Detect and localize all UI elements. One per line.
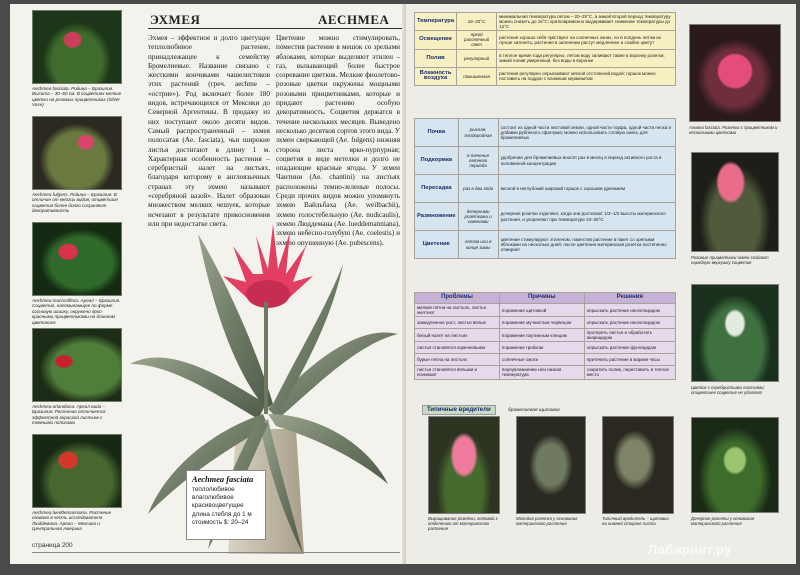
article-column-1: Эхмея – эффектное и долго цветущее теплолюбивое растение, принадлежащее к семейству Бромелиевые. Название связано с жесткими кончиками чашелистиков этих растений (греч. aechme – «острие»). Род включает более 180 видов, встречающихся от Мексики до Северной Аргентины. В продажу из них поступают около десяти видов. Самый распространенный – эхмея полосатая (Ae. fasciata), чьи широкие листья достигают в длину 1 м. Характерная особенность растения – серебристый налет на листьях, благодаря которому в англоязычных странах эту эхмею называют «серебряной вазой». Налет образован множеством мелких чешуек, которые исчезают в результате прикосновения или при недостатке света.	[148, 34, 270, 228]
left-page	[10, 4, 406, 564]
table-row	[415, 67, 676, 85]
column-header: Решения	[584, 293, 675, 304]
table-text: весной в неглубокий широкий горшок с хорошим дренажем	[498, 175, 675, 203]
cause-cell: поражение паутинным клещом	[499, 329, 584, 342]
solution-cell: опрыскать растение инсектицидом	[584, 304, 675, 317]
care-table-climate	[414, 12, 676, 86]
table-value: дочерними розетками и семенами	[458, 203, 498, 231]
species-info-box	[186, 470, 266, 540]
solution-cell: опрыскать растение инсектицидом	[584, 317, 675, 329]
column-header: Причины	[499, 293, 584, 304]
side-caption: Дочерние розетки у основания материнского растения	[691, 516, 754, 526]
bottom-caption: Типичный вредитель – щитовка на нижней стороне листа	[602, 516, 669, 526]
table-text: растения регулярно опрыскивают мягкой отстоянной водой; горшок можно поставить на поддон с влажным керамзитом	[497, 67, 676, 85]
footer-rule	[32, 552, 400, 553]
column-header: Проблемы	[415, 293, 500, 304]
table-value: яркий рассеянный свет	[457, 31, 497, 49]
table-row	[415, 31, 676, 49]
plant-photo	[32, 222, 122, 296]
table-value: раз в два года	[458, 175, 498, 203]
table-value: 16–25°С	[457, 13, 497, 31]
table-row	[415, 147, 676, 175]
photo-caption: Aechmea mucroniflora. Ареал – Бразилия. Соцветие, напоминающее по форме сосновую шишку, окружено ярко-красными прицветниками на длинном цветоносе	[32, 298, 121, 325]
table-row	[415, 203, 676, 231]
info-row: стоимость $: 20–24	[192, 518, 249, 526]
species-latin-name: Aechmea fasciata	[192, 475, 254, 484]
table-row	[415, 354, 676, 366]
info-row: красивоцветущее	[192, 502, 244, 510]
plant-photo	[32, 116, 122, 190]
watermark-logo: Лабиринт.ру	[648, 542, 732, 557]
solution-cell: опрыскать растение фунгицидом	[584, 342, 675, 354]
table-text: состоит из одной части листовой земли, одной части торфа, одной части песка и добавки рубленого сфагнума; можно использовать готовую смесь для бромелиевых	[498, 119, 675, 147]
table-row	[415, 175, 676, 203]
table-value: повышенная	[457, 67, 497, 85]
table-value: регулярный	[457, 49, 497, 67]
problem-cell: замедленное рост, листья вялые	[415, 317, 500, 329]
problem-cell: белый налет на листьях	[415, 329, 500, 342]
problem-cell: листья становятся коричневыми	[415, 342, 500, 354]
problems-table	[414, 292, 676, 380]
plant-photo	[32, 434, 122, 508]
table-row	[415, 342, 676, 354]
table-row	[415, 231, 676, 259]
table-row	[415, 366, 676, 379]
side-photo	[691, 417, 779, 513]
table-row	[415, 304, 676, 317]
page-number: страница 200	[32, 542, 73, 549]
table-label: Температура	[415, 13, 457, 31]
side-photo	[689, 24, 781, 122]
problem-cell: листья становятся вялыми и поникают	[415, 366, 500, 379]
page-title-latin: AECHMEA	[318, 12, 390, 27]
table-value: рыхлая, плодородная	[458, 119, 498, 147]
table-row	[415, 49, 676, 67]
info-row: теплолюбивое	[192, 486, 235, 493]
photo-caption: Aechmea fasciata. Родина – Бразилия. Высота – 30–60 см. В соцветиях мелкие цветки на розовых прицветниках (Silver Vase)	[32, 86, 122, 108]
photo-caption: Aechmea fulgens. Родина – Бразилия. В отличие от многих видов, отцветшие соцветия более долго сохраняют декоративность	[32, 192, 119, 214]
cause-cell: солнечные ожоги	[499, 354, 584, 366]
side-caption: Розовые прицветники эхмеи создают нарядную верхушку соцветия	[691, 255, 769, 265]
solution-cell: сократить полив, переставить в теплое место	[584, 366, 675, 379]
cause-cell: поражение щитовкой	[499, 304, 584, 317]
table-row	[415, 329, 676, 342]
table-text: в теплое время года регулярно, летом воду заливают также в воронку розетки; зимой полив умеренный, без воды в воронке	[497, 49, 676, 67]
table-label: Цветение	[415, 231, 459, 259]
title-divider	[148, 28, 402, 29]
problem-cell: бурые пятна на листьях	[415, 354, 500, 366]
care-table-maintenance	[414, 118, 676, 259]
cause-cell: поражение грибком	[499, 342, 584, 354]
plant-photo	[32, 10, 122, 84]
table-row	[415, 119, 676, 147]
table-text: дочерние розетки отделяют, когда они достигают 1/3–1/2 высоты материнского растения, и укореняют при температуре 24–26°С	[498, 203, 675, 231]
bottom-caption: Выращивание розетки, готовой к отделению от материнского растения	[428, 516, 498, 531]
pests-label: Типичные вредители	[422, 405, 496, 415]
plant-photo	[32, 328, 122, 402]
solution-cell: протереть листья и обработать акарицидом	[584, 329, 675, 342]
thumbnail-column	[32, 10, 124, 540]
info-row: длина стебля до 1 м	[192, 510, 252, 518]
bottom-photo	[516, 416, 586, 514]
table-label: Освещение	[415, 31, 457, 49]
pink-bract-inflorescence	[223, 224, 313, 308]
side-caption: Цветок с серебристыми листьями; отцветшее соцветие не удаляют	[691, 385, 765, 395]
problem-cell: мелкие пятна на листьях, листья желтеют	[415, 304, 500, 317]
bottom-caption: Молодая розетка у основания материнского растения	[516, 516, 578, 526]
pests-row	[422, 398, 560, 416]
table-text: растения хорошо себя чувствуют на солнечных окнах, но в полдень летом их лучше затенять; растения в затенении растут медленнее и слабее цветут	[497, 31, 676, 49]
table-label: Полив	[415, 49, 457, 67]
table-text: удобрение для бромелиевых вносят раз в месяц в период активного роста в половинной концентрации	[498, 147, 675, 175]
right-page	[406, 4, 796, 564]
side-photo	[691, 152, 779, 252]
table-text: минимальная температура летом – 20–25°С, а зимой второй период температуру можно снизить до 16°С; кратковременно выдерживает снижение температуры до 12°С	[497, 13, 676, 31]
table-header-row	[415, 293, 676, 304]
table-value: в течение летнего периода	[458, 147, 498, 175]
article-column-2: Цветение можно стимулировать, поместив растение в мешок со зрелыми яблоками, которые выделяют этилен – газ, вызывающий более быстрое созревание цветков. Мелкие фиолетово-розовые цветки окружены мощными розовыми прицветниками, которые и придают растению особую декоративность. Соцветия держатся в течение нескольких месяцев. Выведено несколько десятков сортов этого вида. У эхмеи сверкающей (Ae. fulgens) нижняя сторона листа ярко-пурпурная; соцветия в виде метелки и долго не опадающие красные ягоды. У эхмеи Чантини (Ae. chantini) на листьях расположены темно-зеленые полосы. Среди прочих видов можно упомянуть эхмею Вайльбаха (Ae. weilbachii), эхмею голостебельную (Ae. nudicaulis), эхмею Люддемана (Ae. lueddemanniana), эхмею небесно-голубую (Ae. coelestis) и эхмею опушенную (Ae. pubescens).	[276, 34, 400, 247]
table-label: Подкормка	[415, 147, 459, 175]
table-label: Размножение	[415, 203, 459, 231]
book-spread	[10, 4, 796, 564]
table-row	[415, 317, 676, 329]
table-row	[415, 13, 676, 31]
side-photo	[691, 284, 779, 382]
table-label: Пересадка	[415, 175, 459, 203]
bottom-photo	[428, 416, 500, 514]
table-text: цветение стимулируют этиленом, поместив растение в пакет со зрелыми яблоками на несколько дней; после цветения материнская розетка постепенно отмирает	[498, 231, 675, 259]
bottom-photo	[602, 416, 674, 514]
photo-caption: Aechmea orlandiana. Ареал вида – Бразилия. Растение отличается эффектной окраской листьев с темными полосами	[32, 404, 106, 426]
table-label: Влажность воздуха	[415, 67, 457, 85]
cause-cell: поражение мучнистым червецом	[499, 317, 584, 329]
table-label: Почва	[415, 119, 459, 147]
table-value: летом или в конце зимы	[458, 231, 498, 259]
page-title-russian: ЭХМЕЯ	[150, 12, 201, 27]
pests-value: бромелиевая щитовка	[508, 408, 560, 413]
cause-cell: переувлажнение или низкая температура	[499, 366, 584, 379]
side-caption: Аэхмеа fasciata. Розетка с прицветником и несколькими цветками	[689, 125, 778, 135]
photo-caption: Aechmea lueddemanniana. Растение названо в честь исследователя Люддемана. Ареал – Мексика и Центральная Америка	[32, 510, 112, 532]
info-row: влаголюбивое	[192, 494, 234, 502]
solution-cell: притенить растение в жаркие часы	[584, 354, 675, 366]
